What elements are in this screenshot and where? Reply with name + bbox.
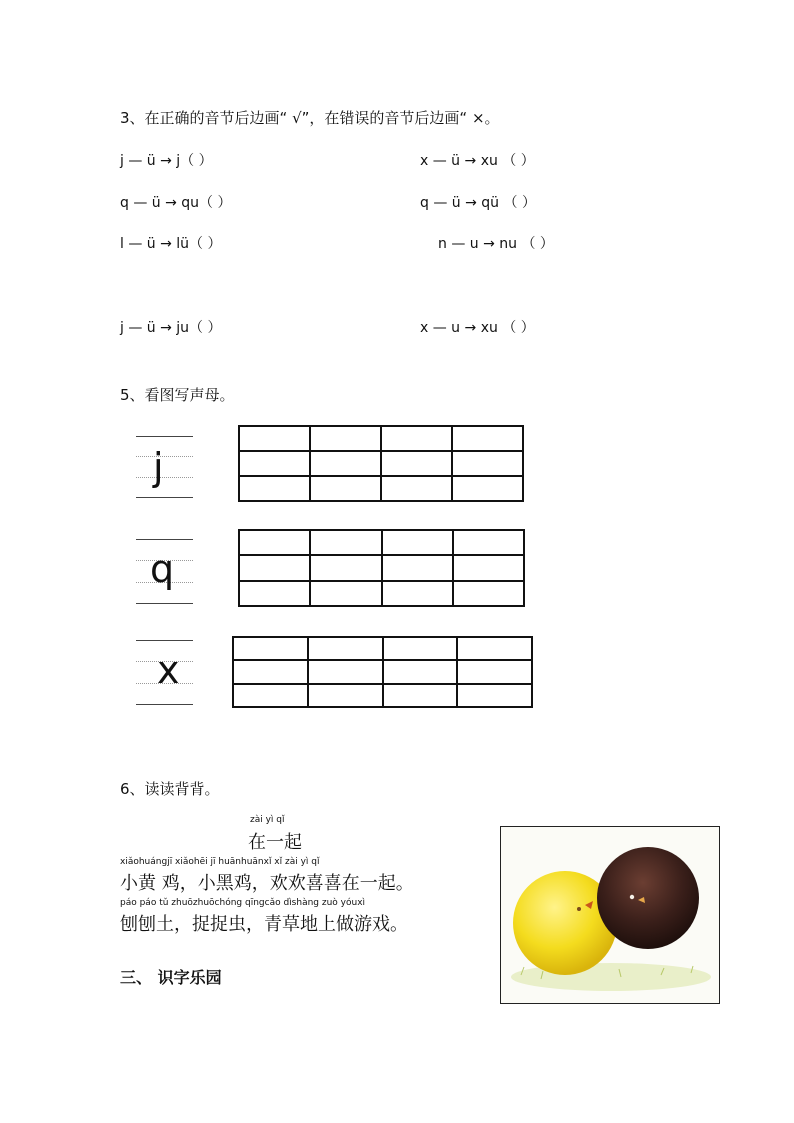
- grid-cell[interactable]: [381, 426, 452, 451]
- grid-cell[interactable]: [239, 476, 310, 501]
- poem-line2-pinyin: páo páo tǔ zhuōzhuōchóng qīngcǎo dìshàng zuò yóuxì: [120, 898, 366, 908]
- poem-line2: 刨刨土，捉捉虫，青草地上做游戏。: [120, 914, 408, 935]
- q3-title: 3、在正确的音节后边画“ √”，在错误的音节后边画“ ×。: [120, 109, 500, 127]
- grid-cell[interactable]: [457, 684, 532, 707]
- q6-title: 6、读读背背。: [120, 780, 220, 798]
- black-chick: [597, 847, 699, 949]
- grid-cell[interactable]: [382, 530, 453, 555]
- grid-cell[interactable]: [233, 637, 308, 660]
- black-chick-eye: [630, 895, 634, 899]
- q3-row4-left: j — ü → ju（ ）: [120, 320, 222, 336]
- grid-cell[interactable]: [381, 476, 452, 501]
- grid-cell[interactable]: [310, 581, 381, 606]
- writing-grid-x: [232, 636, 533, 708]
- letter-j: j: [153, 445, 164, 489]
- grid-cell[interactable]: [239, 451, 310, 476]
- q5-title: 5、看图写声母。: [120, 386, 235, 404]
- poem-title-pinyin: zài yì qǐ: [250, 815, 285, 825]
- grid-cell[interactable]: [239, 530, 310, 555]
- poem-line1-pinyin: xiǎohuángjī xiǎohēi jī huānhuānxǐ xǐ zài yì qǐ: [120, 857, 320, 867]
- grid-cell[interactable]: [383, 660, 458, 683]
- q3-row2-right: q — ü → qü （ ）: [420, 195, 536, 211]
- grid-cell[interactable]: [452, 451, 523, 476]
- letter-x: x: [157, 648, 180, 692]
- grid-cell[interactable]: [239, 581, 310, 606]
- grid-cell[interactable]: [452, 426, 523, 451]
- grid-cell[interactable]: [310, 426, 381, 451]
- grid-cell[interactable]: [381, 451, 452, 476]
- chicks-picture: [500, 826, 720, 1004]
- grid-cell[interactable]: [239, 555, 310, 580]
- poem-title: 在一起: [248, 832, 302, 853]
- q3-row3-right: n — u → nu （ ）: [438, 236, 554, 252]
- letter-q: q: [150, 547, 175, 591]
- four-line-guide-j: [136, 436, 193, 498]
- grid-cell[interactable]: [239, 426, 310, 451]
- grid-cell[interactable]: [310, 451, 381, 476]
- q3-row3-left: l — ü → lü（ ）: [120, 236, 222, 252]
- grid-cell[interactable]: [383, 684, 458, 707]
- grid-cell[interactable]: [383, 637, 458, 660]
- grid-cell[interactable]: [457, 637, 532, 660]
- grid-cell[interactable]: [382, 555, 453, 580]
- poem-line1: 小黄 鸡，小黑鸡，欢欢喜喜在一起。: [120, 873, 414, 894]
- grid-cell[interactable]: [308, 637, 383, 660]
- q3-row4-right: x — u → xu （ ）: [420, 320, 535, 336]
- chicks-illustration: [501, 827, 719, 1003]
- writing-grid-q: [238, 529, 525, 607]
- q3-row1-left: j — ü → j（ ）: [120, 153, 213, 169]
- grid-cell[interactable]: [308, 684, 383, 707]
- grid-cell[interactable]: [453, 555, 524, 580]
- grid-cell[interactable]: [310, 555, 381, 580]
- grid-cell[interactable]: [453, 581, 524, 606]
- grid-cell[interactable]: [310, 476, 381, 501]
- grid-cell[interactable]: [382, 581, 453, 606]
- section-3-heading: 三、 识字乐园: [120, 968, 222, 987]
- yellow-chick-eye: [577, 907, 581, 911]
- grid-cell[interactable]: [453, 530, 524, 555]
- grid-cell[interactable]: [457, 660, 532, 683]
- grid-cell[interactable]: [308, 660, 383, 683]
- grid-cell[interactable]: [310, 530, 381, 555]
- q3-row1-right: x — ü → xu （ ）: [420, 153, 535, 169]
- grid-cell[interactable]: [233, 660, 308, 683]
- q3-row2-left: q — ü → qu（ ）: [120, 195, 232, 211]
- grid-cell[interactable]: [452, 476, 523, 501]
- writing-grid-j: [238, 425, 524, 502]
- grid-cell[interactable]: [233, 684, 308, 707]
